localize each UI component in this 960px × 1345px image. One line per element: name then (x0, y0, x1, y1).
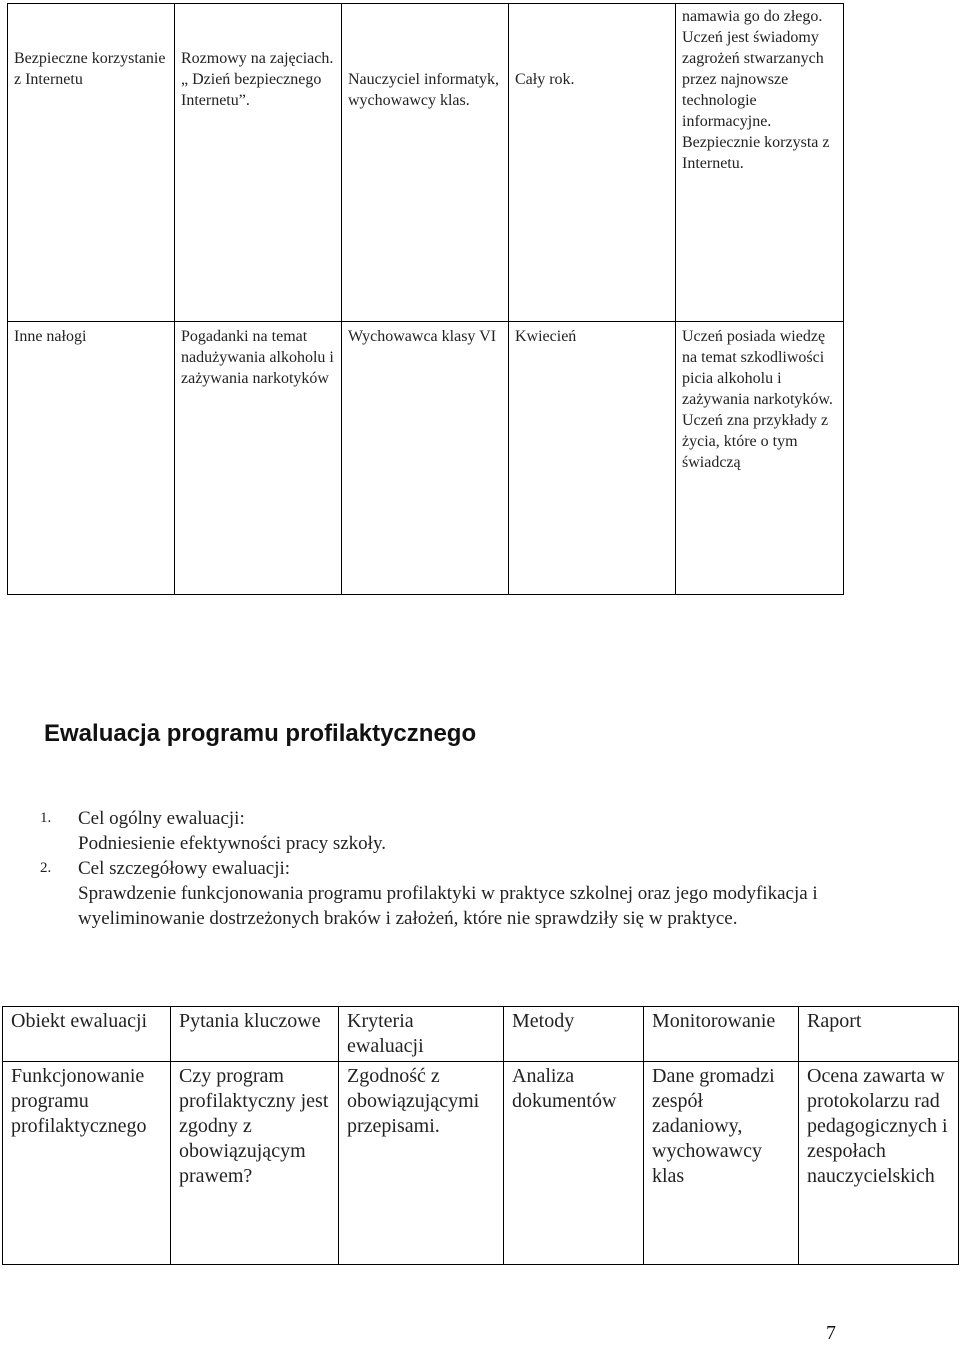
goal-label: Cel szczegółowy ewaluacji: (78, 858, 291, 879)
list-number: 2. (40, 860, 52, 876)
list-item (40, 856, 920, 931)
responsible-cell: Wychowawca klasy VI (342, 322, 509, 595)
topic-cell: Bezpieczne korzystanie z Internetu (8, 4, 175, 322)
effects-cell: namawia go do złego. Uczeń jest świadomy zagrożeń stwarzanych przez najnowsze technologie informacyjne. Bezpiecznie korzysta z Internetu. (676, 4, 844, 322)
header-monitoring: Monitorowanie (644, 1007, 799, 1062)
form-cell: Rozmowy na zajęciach. „ Dzień bezpiecznego Internetu”. (175, 4, 342, 322)
report-cell: Ocena zawarta w protokolarzu rad pedagogicznych i zespołach nauczycielskich (799, 1062, 959, 1265)
goal-label: Cel ogólny ewaluacji: (78, 808, 245, 829)
responsible-cell: Nauczyciel informatyk, wychowawcy klas. (342, 4, 509, 322)
header-criteria: Kryteria ewaluacji (339, 1007, 504, 1062)
table-header-row (3, 1007, 959, 1062)
table-row (8, 322, 844, 595)
header-questions: Pytania kluczowe (171, 1007, 339, 1062)
methods-cell: Analiza dokumentów (504, 1062, 644, 1265)
list-number: 1. (40, 810, 52, 826)
monitoring-cell: Dane gromadzi zespół zadaniowy, wychowawcy klas (644, 1062, 799, 1265)
list-item (40, 806, 920, 856)
header-report: Raport (799, 1007, 959, 1062)
goal-text: Sprawdzenie funkcjonowania programu profilaktyki w praktyce szkolnej oraz jego modyfikacja i wyeliminowanie dostrzeżonych braków i założeń, które nie sprawdziły się w praktyce. (78, 883, 818, 929)
header-object: Obiekt ewaluacji (3, 1007, 171, 1062)
object-cell: Funkcjonowanie programu profilaktycznego (3, 1062, 171, 1265)
criteria-cell: Zgodność z obowiązującymi przepisami. (339, 1062, 504, 1265)
goal-text: Podniesienie efektywności pracy szkoły. (78, 833, 386, 854)
table-row (3, 1062, 959, 1265)
evaluation-table (2, 1006, 959, 1265)
header-methods: Metody (504, 1007, 644, 1062)
plan-table (7, 3, 844, 595)
form-cell: Pogadanki na temat nadużywania alkoholu i zażywania narkotyków (175, 322, 342, 595)
questions-cell: Czy program profilaktyczny jest zgodny z obowiązującym prawem? (171, 1062, 339, 1265)
topic-cell: Inne nałogi (8, 322, 175, 595)
table-row (8, 4, 844, 322)
effects-cell: Uczeń posiada wiedzę na temat szkodliwości picia alkoholu i zażywania narkotyków. Uczeń zna przykłady z życia, które o tym świadczą (676, 322, 844, 595)
page-number: 7 (826, 1322, 836, 1344)
date-cell: Cały rok. (509, 4, 676, 322)
section-title: Ewaluacja programu profilaktycznego (44, 720, 477, 747)
evaluation-goals (40, 806, 920, 931)
date-cell: Kwiecień (509, 322, 676, 595)
